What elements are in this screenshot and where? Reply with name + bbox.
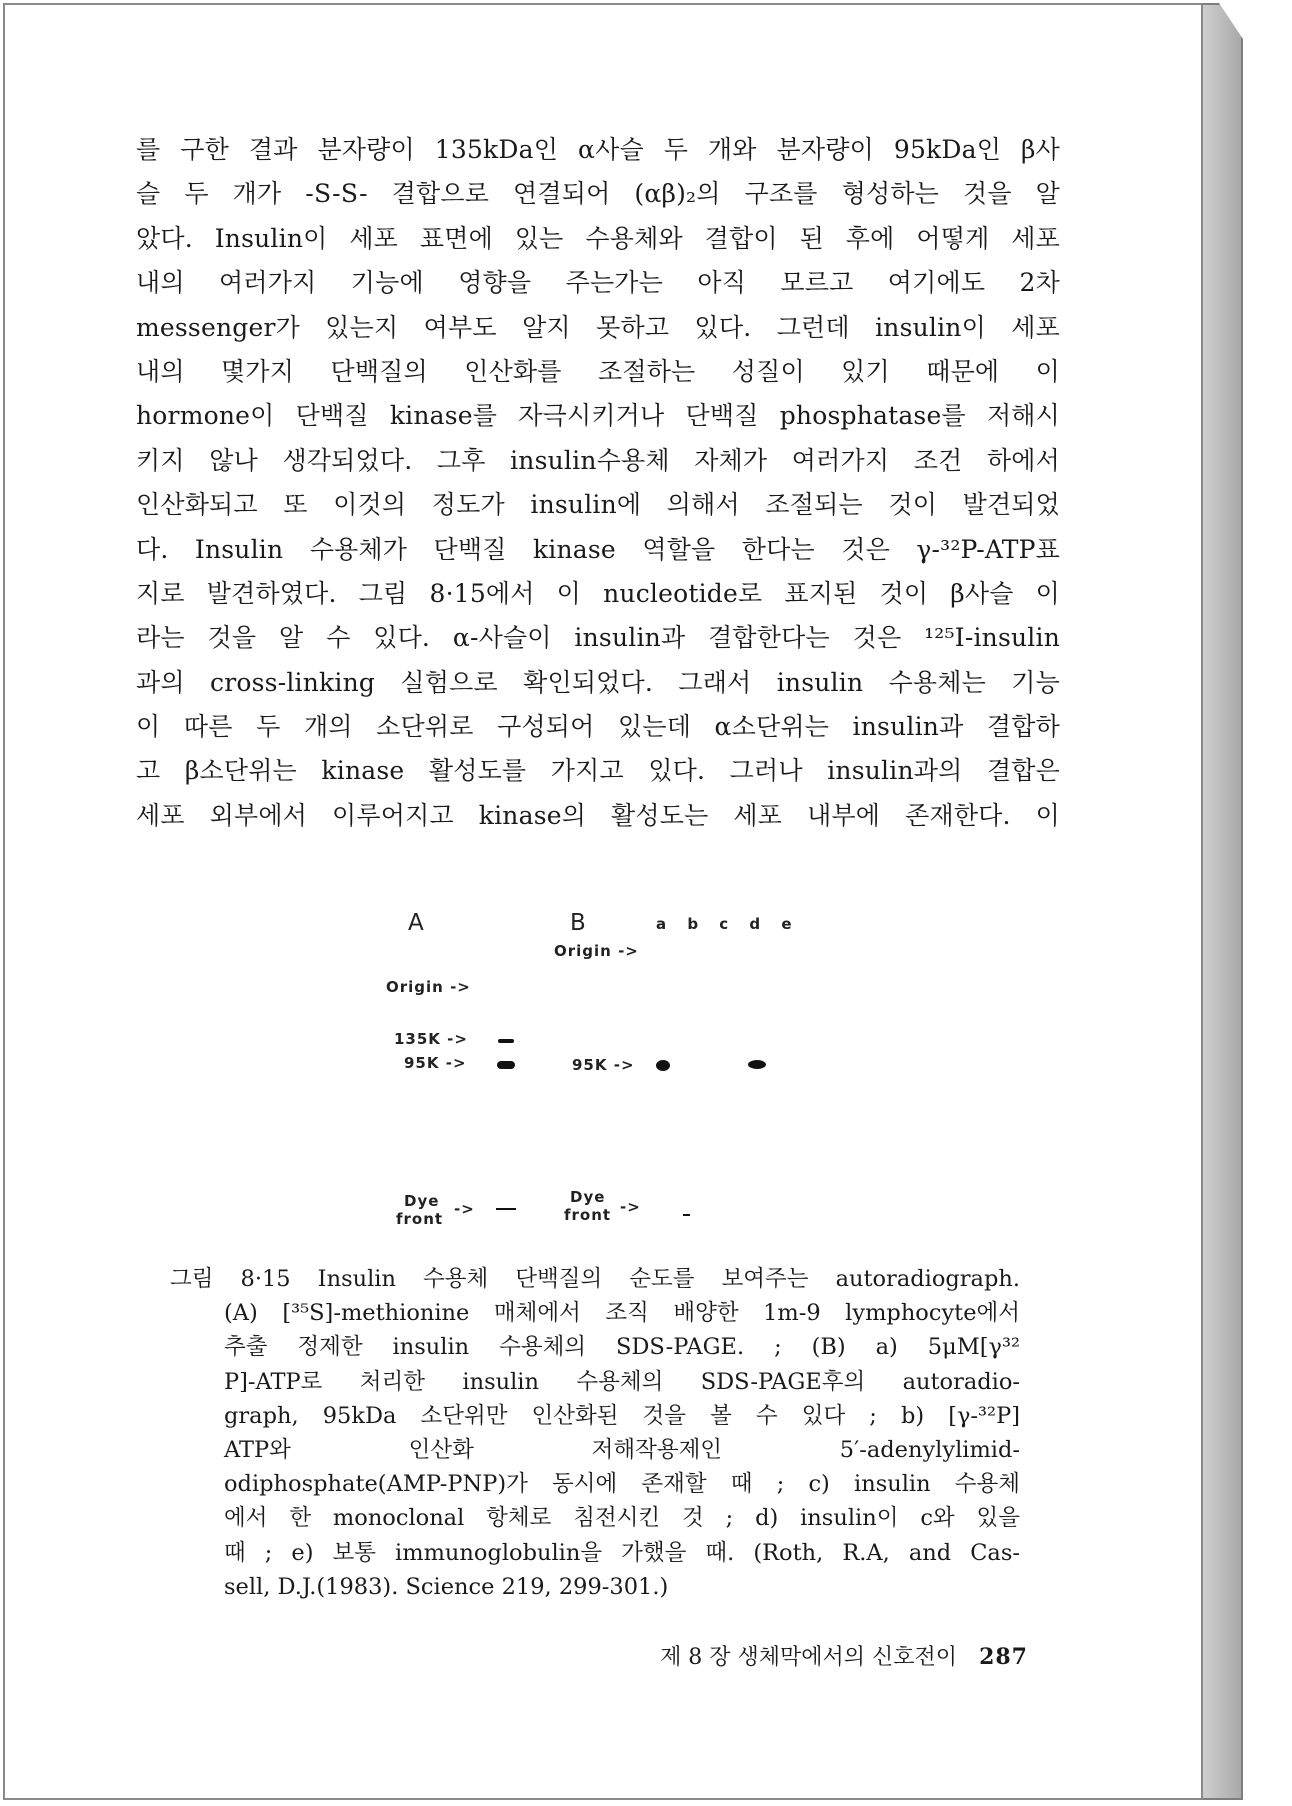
dye-front-a-label-2: front: [396, 1210, 444, 1228]
body-line: hormone이 단백질 kinase를 자극시키거나 단백질 phosphatase를 저해시: [136, 401, 1060, 431]
caption-line: 추출 정제한 insulin 수용체의 SDS-PAGE. ; (B) a) 5μM[γ³²: [224, 1334, 1020, 1361]
body-line: 를 구한 결과 분자량이 135kDa인 α사슬 두 개와 분자량이 95kDa인 β사: [136, 135, 1060, 164]
body-line: 지로 발견하였다. 그림 8·15에서 이 nucleotide로 표지된 것이 β사슬 이: [136, 578, 1060, 608]
body-line: 고 β소단위는 kinase 활성도를 가지고 있다. 그러나 insulin과의 결합은: [136, 756, 1060, 786]
body-line: 내의 몇가지 단백질의 인산화를 조절하는 성질이 있기 때문에 이: [136, 356, 1060, 386]
origin-b-label: Origin ->: [554, 942, 639, 960]
dye-front-b-label-2: front: [564, 1206, 612, 1224]
body-line: messenger가 있는지 여부도 알지 못하고 있다. 그런데 insulin이 세포: [136, 312, 1060, 342]
body-line: 키지 않나 생각되었다. 그후 insulin수용체 자체가 여러가지 조건 하에서: [136, 445, 1060, 475]
body-line: 과의 cross-linking 실험으로 확인되었다. 그래서 insulin 수용체는 기능: [136, 667, 1060, 697]
body-line: 다. Insulin 수용체가 단백질 kinase 역할을 한다는 것은 γ-³²P-ATP표: [136, 534, 1060, 564]
band-95k-lane-a: [656, 1060, 670, 1071]
marker-135k-label: 135K ->: [394, 1030, 468, 1048]
body-line: 세포 외부에서 이루어지고 kinase의 활성도는 세포 내부에 존재한다. 이: [136, 800, 1060, 830]
chapter-title: 제 8 장 생체막에서의 신호전이: [660, 1645, 958, 1670]
dye-front-b-label-1: Dye: [570, 1188, 606, 1206]
dye-front-a-arrow: ->: [454, 1200, 475, 1218]
body-text: [136, 128, 1060, 838]
band-95k-lane-c: [748, 1060, 766, 1069]
marker-95k-b-label: 95K ->: [572, 1056, 635, 1074]
caption-line: P]-ATP로 처리한 insulin 수용체의 SDS-PAGE후의 autoradio-: [224, 1368, 1020, 1395]
panel-a-label: A: [408, 910, 424, 936]
marker-95k-a-label: 95K ->: [404, 1054, 467, 1072]
body-line: 인산화되고 또 이것의 정도가 insulin에 의해서 조절되는 것이 발견되었: [136, 490, 1060, 520]
dye-front-a-mark: [496, 1208, 516, 1210]
body-line: 슬 두 개가 -S-S- 결합으로 연결되어 (αβ)₂의 구조를 형성하는 것을 알: [136, 179, 1060, 209]
body-line: 라는 것을 알 수 있다. α-사슬이 insulin과 결합한다는 것은 ¹²⁵I-insulin: [136, 623, 1060, 653]
body-line: 이 따른 두 개의 소단위로 구성되어 있는데 α소단위는 insulin과 결합하: [136, 712, 1060, 742]
body-line: 았다. Insulin이 세포 표면에 있는 수용체와 결합이 된 후에 어떻게 세포: [136, 223, 1060, 253]
caption-line: (A) [³⁵S]-methionine 매체에서 조직 배양한 1m-9 lymphocyte에서: [224, 1300, 1020, 1327]
figure-caption: [170, 1262, 1020, 1604]
body-line: 내의 여러가지 기능에 영향을 주는가는 아직 모르고 여기에도 2차: [136, 268, 1060, 298]
lane-labels: a b c d e: [656, 915, 800, 933]
caption-line: 때 ; e) 보통 immunoglobulin을 가했을 때. (Roth, R.A, and Cas-: [224, 1539, 1020, 1566]
origin-a-label: Origin ->: [386, 978, 471, 996]
dye-front-a-label-1: Dye: [404, 1192, 440, 1210]
caption-line: 그림 8·15 Insulin 수용체 단백질의 순도를 보여주는 autoradiograph.: [170, 1266, 1020, 1292]
band-95k-a: [497, 1061, 515, 1069]
caption-line: 에서 한 monoclonal 항체로 침전시킨 것 ; d) insulin이 c와 있을: [224, 1505, 1020, 1532]
page-edge: [1203, 3, 1243, 1800]
band-135k-a: [498, 1039, 514, 1043]
dye-front-b-arrow: ->: [620, 1198, 641, 1216]
caption-line: graph, 95kDa 소단위만 인산화된 것을 볼 수 있다 ; b) [γ-³²P]: [224, 1402, 1020, 1429]
page-number: 287: [979, 1644, 1028, 1670]
panel-b-label: B: [570, 910, 586, 936]
caption-line: ATP와 인산화 저해작용제인 5′-adenylylimid-: [224, 1436, 1020, 1463]
autoradiograph-figure: [380, 900, 840, 1240]
caption-line: odiphosphate(AMP-PNP)가 동시에 존재할 때 ; c) insulin 수용체: [224, 1471, 1020, 1498]
dye-front-b-mark: [683, 1214, 690, 1216]
caption-line: sell, D.J.(1983). Science 219, 299-301.): [224, 1573, 669, 1600]
page-footer: [638, 1640, 1028, 1671]
